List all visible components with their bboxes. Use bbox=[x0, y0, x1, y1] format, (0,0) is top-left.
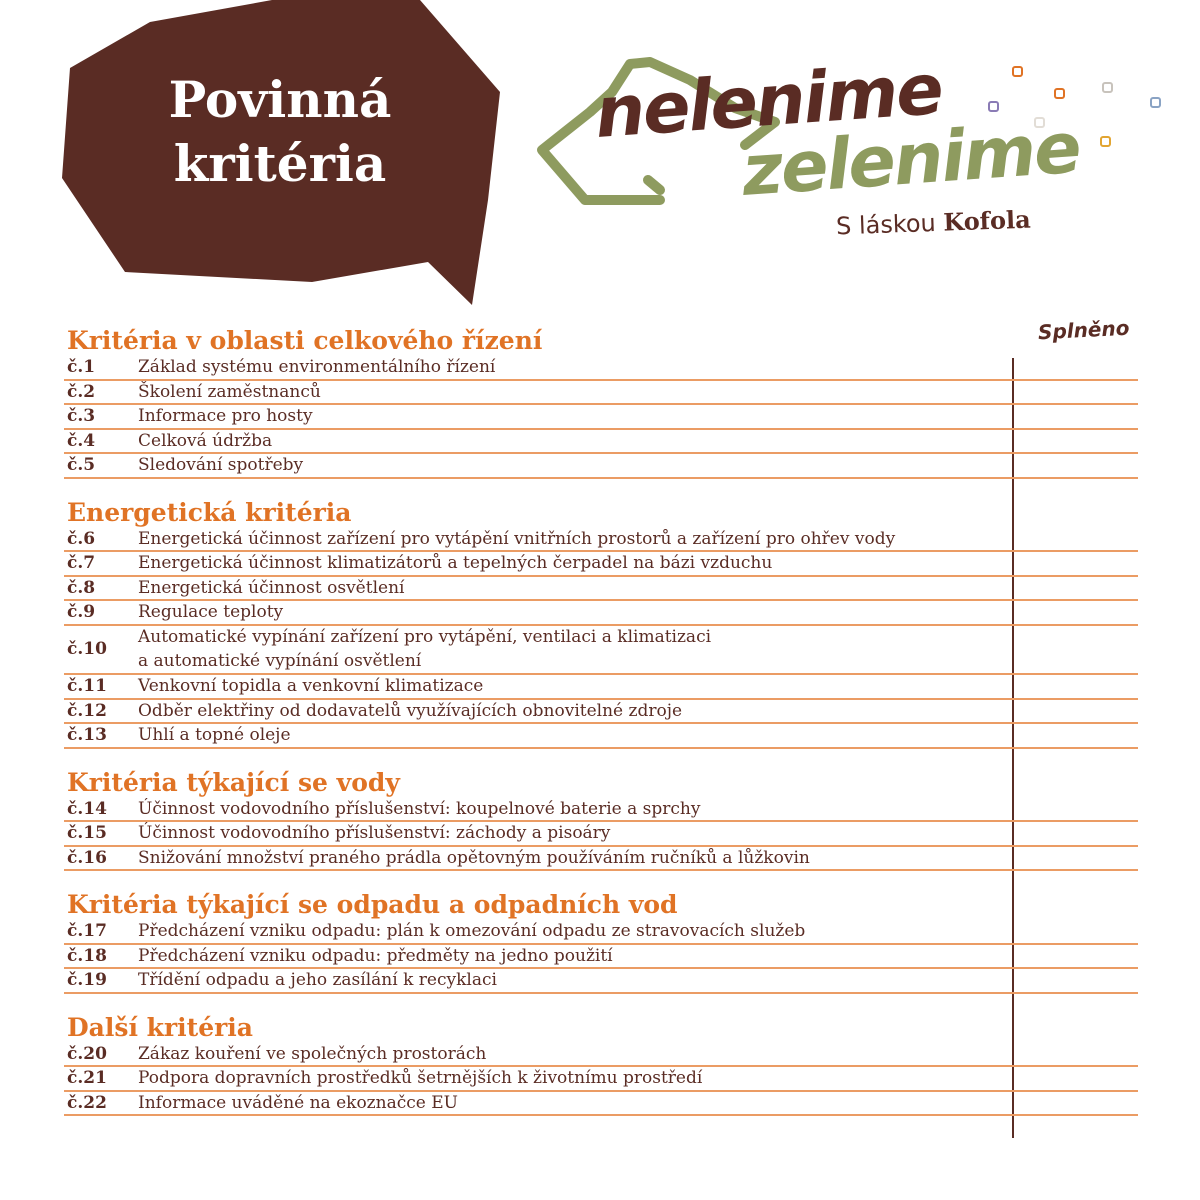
criterion-row bbox=[64, 577, 1138, 602]
criterion-row bbox=[64, 945, 1138, 970]
criterion-number: č.16 bbox=[67, 847, 107, 868]
criterion-text: Snižování množství praného prádla opětovným používáním ručníků a lůžkovin bbox=[138, 847, 810, 868]
criterion-row bbox=[64, 528, 1138, 553]
criterion-number: č.22 bbox=[67, 1092, 107, 1113]
criterion-row bbox=[64, 1043, 1138, 1068]
criterion-text: Informace uváděné na ekoznačce EU bbox=[138, 1092, 458, 1113]
criterion-text: Předcházení vzniku odpadu: předměty na jedno použití bbox=[138, 945, 613, 966]
criteria-section bbox=[64, 768, 1138, 872]
criteria-section bbox=[64, 890, 1138, 994]
section-heading: Kritéria týkající se vody bbox=[67, 767, 400, 797]
criterion-number: č.1 bbox=[67, 357, 96, 378]
page-title-line-1: Povinná bbox=[168, 70, 392, 129]
logo-word-zelenime: zelenime bbox=[739, 106, 1083, 212]
criterion-number: č.19 bbox=[67, 970, 107, 991]
criterion-row bbox=[64, 430, 1138, 455]
criterion-row bbox=[64, 798, 1138, 823]
criterion-number: č.17 bbox=[67, 921, 107, 942]
criterion-text: Podpora dopravních prostředků šetrnějších k životnímu prostředí bbox=[138, 1068, 703, 1089]
confetti-icon bbox=[1102, 82, 1113, 93]
page-title-line-2: kritéria bbox=[173, 134, 387, 193]
criterion-text: Účinnost vodovodního příslušenství: záchody a pisoáry bbox=[138, 823, 611, 844]
criterion-row bbox=[64, 405, 1138, 430]
criterion-text-line-2: a automatické vypínání osvětlení bbox=[138, 651, 422, 672]
criterion-number: č.8 bbox=[67, 577, 96, 598]
logo-tagline-prefix: S láskou bbox=[835, 208, 937, 241]
section-heading: Energetická kritéria bbox=[67, 497, 352, 527]
criterion-number: č.15 bbox=[67, 823, 107, 844]
criterion-number: č.7 bbox=[67, 553, 96, 574]
criterion-text: Předcházení vzniku odpadu: plán k omezování odpadu ze stravovacích služeb bbox=[138, 921, 806, 942]
criterion-text: Energetická účinnost zařízení pro vytápění vnitřních prostorů a zařízení pro ohřev vody bbox=[138, 528, 896, 549]
confetti-icon bbox=[1054, 88, 1065, 99]
criterion-number: č.5 bbox=[67, 455, 96, 476]
criterion-text: Zákaz kouření ve společných prostorách bbox=[138, 1043, 487, 1064]
section-heading: Další kritéria bbox=[67, 1012, 253, 1042]
criterion-row bbox=[64, 847, 1138, 872]
criterion-row bbox=[64, 700, 1138, 725]
criterion-number: č.11 bbox=[67, 676, 107, 697]
criterion-number: č.9 bbox=[67, 602, 96, 623]
criterion-row bbox=[64, 920, 1138, 945]
criterion-text: Energetická účinnost klimatizátorů a tepelných čerpadel na bázi vzduchu bbox=[138, 553, 773, 574]
criterion-text: Školení zaměstnanců bbox=[138, 381, 321, 402]
criterion-row bbox=[64, 1067, 1138, 1092]
criterion-text: Třídění odpadu a jeho zasílání k recyklaci bbox=[138, 970, 497, 991]
criterion-row bbox=[64, 822, 1138, 847]
confetti-icon bbox=[988, 101, 999, 112]
criterion-text: Odběr elektřiny od dodavatelů využívajících obnovitelné zdroje bbox=[138, 700, 683, 721]
criterion-row bbox=[64, 552, 1138, 577]
criterion-text: Celková údržba bbox=[138, 430, 273, 451]
criteria-checklist bbox=[64, 326, 1138, 1116]
criteria-section bbox=[64, 1013, 1138, 1117]
criterion-row bbox=[64, 724, 1138, 749]
criterion-text: Regulace teploty bbox=[138, 602, 284, 623]
criterion-row bbox=[64, 969, 1138, 994]
criterion-text-line-1: Automatické vypínání zařízení pro vytápění, ventilaci a klimatizaci bbox=[138, 627, 712, 648]
section-heading: Kritéria v oblasti celkového řízení bbox=[67, 326, 543, 355]
criterion-number: č.14 bbox=[67, 798, 107, 819]
criterion-number: č.6 bbox=[67, 528, 96, 549]
page-title bbox=[150, 68, 410, 196]
criterion-row bbox=[64, 454, 1138, 479]
criterion-number: č.13 bbox=[67, 725, 107, 746]
criterion-row bbox=[64, 1092, 1138, 1117]
criterion-number: č.20 bbox=[67, 1043, 107, 1064]
section-heading: Kritéria týkající se odpadu a odpadních vod bbox=[67, 890, 678, 919]
criterion-text: Venkovní topidla a venkovní klimatizace bbox=[138, 676, 484, 697]
criterion-row bbox=[64, 356, 1138, 381]
criterion-number: č.21 bbox=[67, 1068, 107, 1089]
criterion-number: č.4 bbox=[67, 430, 96, 451]
criterion-text bbox=[138, 625, 711, 673]
criterion-row bbox=[64, 381, 1138, 406]
criterion-row bbox=[64, 601, 1138, 626]
criterion-number: č.18 bbox=[67, 945, 107, 966]
logo-brand-kofola: Kofola bbox=[942, 204, 1032, 237]
criterion-text: Základ systému environmentálního řízení bbox=[138, 357, 496, 378]
criterion-row bbox=[64, 626, 1138, 676]
confetti-icon bbox=[1100, 136, 1111, 147]
criterion-text: Energetická účinnost osvětlení bbox=[138, 577, 405, 598]
criterion-row bbox=[64, 675, 1138, 700]
completed-column-label: Splněno bbox=[1037, 315, 1130, 345]
criterion-number: č.10 bbox=[67, 639, 107, 660]
criterion-text: Účinnost vodovodního příslušenství: koupelnové baterie a sprchy bbox=[138, 798, 701, 819]
criteria-section bbox=[64, 498, 1138, 749]
criterion-number: č.12 bbox=[67, 700, 107, 721]
criteria-section bbox=[64, 326, 1138, 479]
confetti-icon bbox=[1012, 66, 1023, 77]
criterion-text: Sledování spotřeby bbox=[138, 455, 304, 476]
criterion-number: č.2 bbox=[67, 381, 96, 402]
criterion-text: Informace pro hosty bbox=[138, 406, 313, 427]
confetti-icon bbox=[1150, 97, 1161, 108]
criterion-number: č.3 bbox=[67, 406, 96, 427]
logo-word-nelenime: nelenime bbox=[592, 47, 945, 154]
confetti-icon bbox=[1034, 117, 1045, 128]
criterion-text: Uhlí a topné oleje bbox=[138, 725, 291, 746]
